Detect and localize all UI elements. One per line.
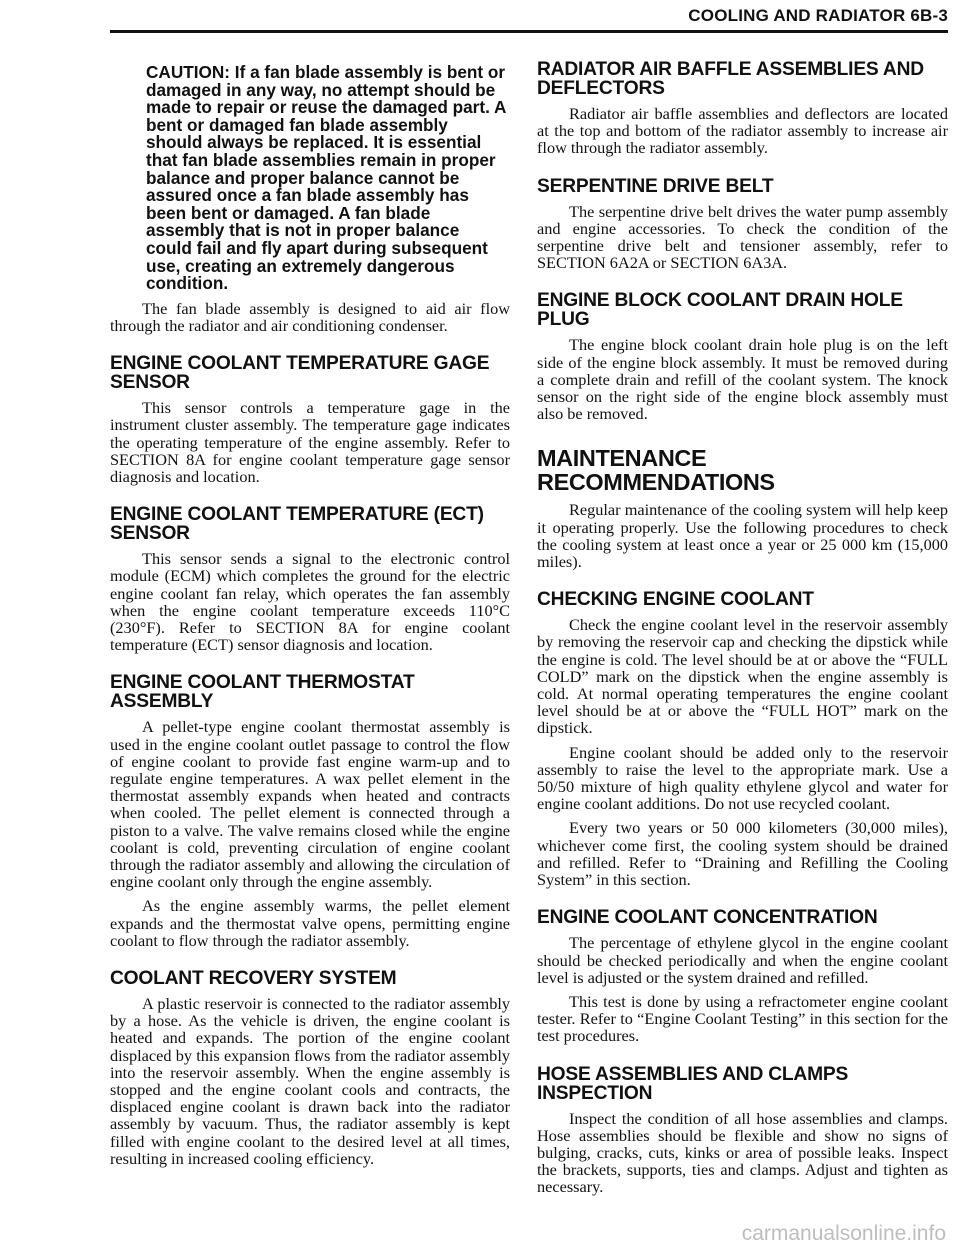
fan-blade-paragraph: The fan blade assembly is designed to aid air flow through the radiator and air conditioning condenser. xyxy=(110,298,510,335)
recovery-system-heading: COOLANT RECOVERY SYSTEM xyxy=(110,968,397,989)
checking-coolant-paragraph-2: Engine coolant should be added only to the reservoir assembly to raise the level to the appropriate mark. Use a 50/50 mixture of high quality ethylene glycol and water for engine coolant additions. Do not use recycled coolant. xyxy=(537,742,948,814)
left-column xyxy=(110,56,510,1167)
maintenance-paragraph: Regular maintenance of the cooling system will help keep it operating properly. Use the following procedures to check the cooling system at least once a year or 25 000 km (15,000 miles). xyxy=(537,500,948,572)
baffle-heading: RADIATOR AIR BAFFLE ASSEMBLIES AND DEFLECTORS xyxy=(537,59,924,99)
caution-notice: CAUTION: If a fan blade assembly is bent or damaged in any way, no attempt should be made to repair or reuse the damaged part. A bent or damaged fan blade assembly should always be replaced. It is essential that fan blade assemblies remain in proper balance and proper balance cannot be assured once a fan blade assembly has been bent or damaged. A fan blade assembly that is not in proper balance could fail and fly apart during subsequent use, creating an extremely dangerous condition. xyxy=(146,62,506,294)
drain-plug-paragraph: The engine block coolant drain hole plug is on the left side of the engine block assembly. It must be removed during a complete drain and refill of the coolant system. The knock sensor on the right side of the engine block assembly must also be removed. xyxy=(537,335,948,424)
header-rule xyxy=(110,30,948,33)
maintenance-heading: MAINTENANCE RECOMMENDATIONS xyxy=(537,445,775,496)
thermostat-paragraph-1: A pellet-type engine coolant thermostat assembly is used in the engine coolant outlet passage to control the flow of engine coolant to provide fast engine warm-up and to regulate engine temperatures. A wax pellet element in the thermostat assembly expands when heated and contracts when cooled. The pellet element is connected through a piston to a valve. The valve remains closed while the engine coolant is cold, preventing circulation of engine coolant through the radiator assembly and allowing the circulation of engine coolant only through the engine assembly. xyxy=(110,717,510,892)
checking-coolant-heading: CHECKING ENGINE COOLANT xyxy=(537,589,814,611)
hose-inspection-heading: HOSE ASSEMBLIES AND CLAMPS INSPECTION xyxy=(537,1063,849,1104)
thermostat-heading: ENGINE COOLANT THERMOSTAT ASSEMBLY xyxy=(110,672,415,713)
recovery-system-paragraph: A plastic reservoir is connected to the radiator assembly by a hose. As the vehicle is driven, the engine coolant is heated and expands. The portion of the engine coolant displaced by this expansion flows from the radiator assembly into the reservoir assembly. When the engine assembly is stopped and the engine coolant cools and contracts, the displaced engine coolant is drawn back into the radiator assembly by vacuum. Thus, the radiator assembly is kept filled with engine coolant to the desired level at all times, resulting in increased cooling efficiency. xyxy=(110,994,510,1168)
drive-belt-paragraph: The serpentine drive belt drives the water pump assembly and engine accessories. To check the condition of the serpentine drive belt and tensioner assembly, refer to SECTION 6A2A or SECTION 6A3A. xyxy=(537,201,948,273)
hose-inspection-paragraph: Inspect the condition of all hose assemblies and clamps. Hose assemblies should be flexible and show no signs of bulging, cracks, cuts, kinks or area of possible leaks. Inspect the brackets, supports, ties and clamps. Adjust and tighten as necessary. xyxy=(537,1108,948,1197)
page-header-title: COOLING AND RADIATOR 6B-3 xyxy=(688,6,948,25)
ect-sensor-heading: ENGINE COOLANT TEMPERATURE (ECT) SENSOR xyxy=(110,504,484,545)
thermostat-paragraph-2: As the engine assembly warms, the pellet element expands and the thermostat valve opens, permitting engine coolant to flow through the radiator assembly. xyxy=(110,896,510,950)
concentration-paragraph-1: The percentage of ethylene glycol in the engine coolant should be checked periodically and when the engine coolant level is adjusted or the system drained and refilled. xyxy=(537,933,948,987)
checking-coolant-paragraph-3: Every two years or 50 000 kilometers (30,000 miles), whichever come first, the cooling system should be drained and refilled. Refer to “Draining and Refilling the Cooling System” in this section. xyxy=(537,818,948,890)
checking-coolant-paragraph-1: Check the engine coolant level in the reservoir assembly by removing the reservoir cap and checking the dipstick while the engine is cold. The level should be at or above the “FULL COLD” mark on the dipstick when the engine assembly is cold. At normal operating temperatures the engine coolant level should be at or above the “FULL HOT” mark on the dipstick. xyxy=(537,615,948,738)
right-column xyxy=(537,56,948,1196)
baffle-paragraph: Radiator air baffle assemblies and deflectors are located at the top and bottom of the radiator assembly to increase air flow through the radiator assembly. xyxy=(537,104,948,158)
gage-sensor-heading: ENGINE COOLANT TEMPERATURE GAGE SENSOR xyxy=(110,353,490,394)
concentration-heading: ENGINE COOLANT CONCENTRATION xyxy=(537,907,878,929)
ect-sensor-paragraph: This sensor sends a signal to the electronic control module (ECM) which completes the ground for the electric engine coolant fan relay, which operates the fan assembly when the engine coolant temperature exceeds 110°C (230°F). Refer to SECTION 8A for engine coolant temperature (ECT) sensor diagnosis and location. xyxy=(110,549,510,655)
concentration-paragraph-2: This test is done by using a refractometer engine coolant tester. Refer to “Engine Coolant Testing” in this section for the test procedures. xyxy=(537,991,948,1046)
drain-plug-heading: ENGINE BLOCK COOLANT DRAIN HOLE PLUG xyxy=(537,290,903,331)
watermark: carmanualsonline.info xyxy=(741,1222,946,1245)
drive-belt-heading: SERPENTINE DRIVE BELT xyxy=(537,175,774,197)
gage-sensor-paragraph: This sensor controls a temperature gage in the instrument cluster assembly. The temperature gage indicates the operating temperature of the engine assembly. Refer to SECTION 8A for engine coolant temperature gage sensor diagnosis and location. xyxy=(110,398,510,486)
